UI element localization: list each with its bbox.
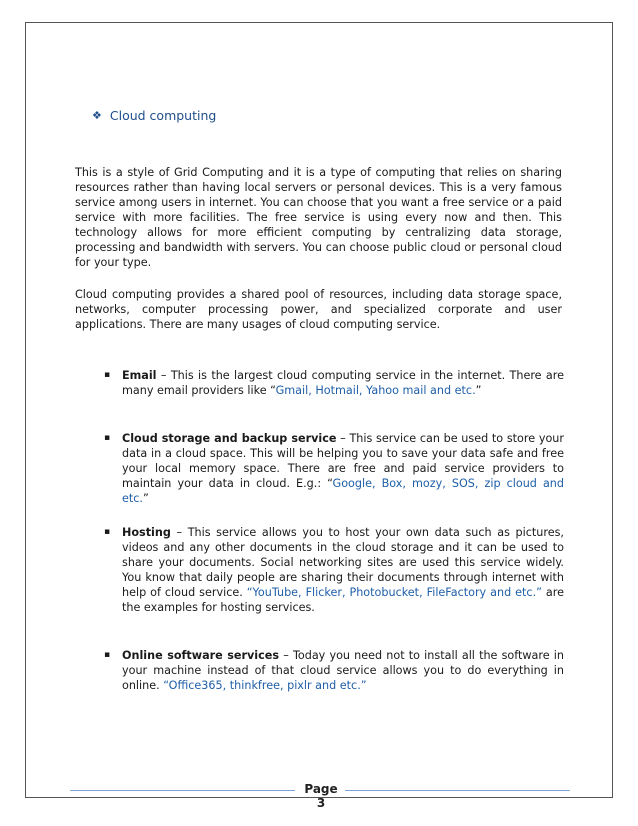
examples-text: Gmail, Hotmail, Yahoo mail and etc.	[275, 384, 476, 397]
square-bullet-icon: ▪	[104, 433, 111, 443]
section-title: Cloud computing	[109, 108, 217, 123]
list-item-cloud-storage	[104, 431, 564, 506]
examples-text: “Office365, thinkfree, pixlr and etc.”	[163, 679, 367, 692]
list-item-term: Online software services	[122, 649, 280, 662]
list-item-text: Hosting – This service allows you to host your own data such as pictures, videos and any other documents in the cloud storage and it can be used to share your documents. Social networking sites are used this service widely. You know that daily people are sharing their documents through internet with help of cloud service. “YouTube, Flicker, Photobucket, FileFactory and etc.” are the examples for hosting services.	[122, 526, 564, 614]
paragraph-intro: This is a style of Grid Computing and it is a type of computing that relies on sharing resources rather than having local servers or personal devices. This is a very famous service among users in internet. You can choose that you want a free service or a paid service with more facilities. The free service is using every now and then. This technology allows for more efficient computing by centralizing data storage, processing and bandwidth with servers. You can choose public cloud or personal cloud for your type.	[75, 166, 562, 269]
diamond-bullet-icon: ❖	[92, 109, 102, 122]
examples-text: Google, Box, mozy, SOS, zip cloud and etc.	[122, 477, 564, 505]
list-item-hosting	[104, 525, 564, 615]
list-item-term: Hosting	[122, 526, 171, 539]
list-item-online-software	[104, 648, 564, 693]
list-item-text: Cloud storage and backup service – This service can be used to store your data in a cloud space. This will be helping you to save your data safe and free your local memory space. There are free and paid service providers to maintain your data in cloud. E.g.: “Google, Box, mozy, SOS, zip cloud and etc.”	[122, 432, 565, 505]
page-footer	[70, 782, 570, 810]
examples-text: “YouTube, Flicker, Photobucket, FileFactory and etc.”	[246, 586, 542, 599]
list-item-term: Email	[122, 369, 157, 382]
section-heading	[92, 108, 216, 123]
square-bullet-icon: ▪	[104, 370, 111, 380]
page-number: Page 3	[304, 782, 338, 810]
list-item-text: Online software services – Today you need not to install all the software in your machine instead of that cloud service allows you to do everything in online. “Office365, thinkfree, pixlr and etc.”	[122, 649, 564, 692]
square-bullet-icon: ▪	[104, 650, 111, 660]
footer-rule-right	[345, 790, 570, 791]
list-item-email	[104, 368, 564, 398]
list-item-text: Email – This is the largest cloud computing service in the internet. There are many email providers like “Gmail, Hotmail, Yahoo mail and etc.”	[122, 369, 564, 397]
paragraph-resources: Cloud computing provides a shared pool of resources, including data storage space, networks, computer processing power, and specialized corporate and user applications. There are many usages of cloud computing service.	[75, 288, 562, 331]
footer-rule-left	[70, 790, 295, 791]
list-item-term: Cloud storage and backup service	[122, 432, 337, 445]
square-bullet-icon: ▪	[104, 527, 111, 537]
